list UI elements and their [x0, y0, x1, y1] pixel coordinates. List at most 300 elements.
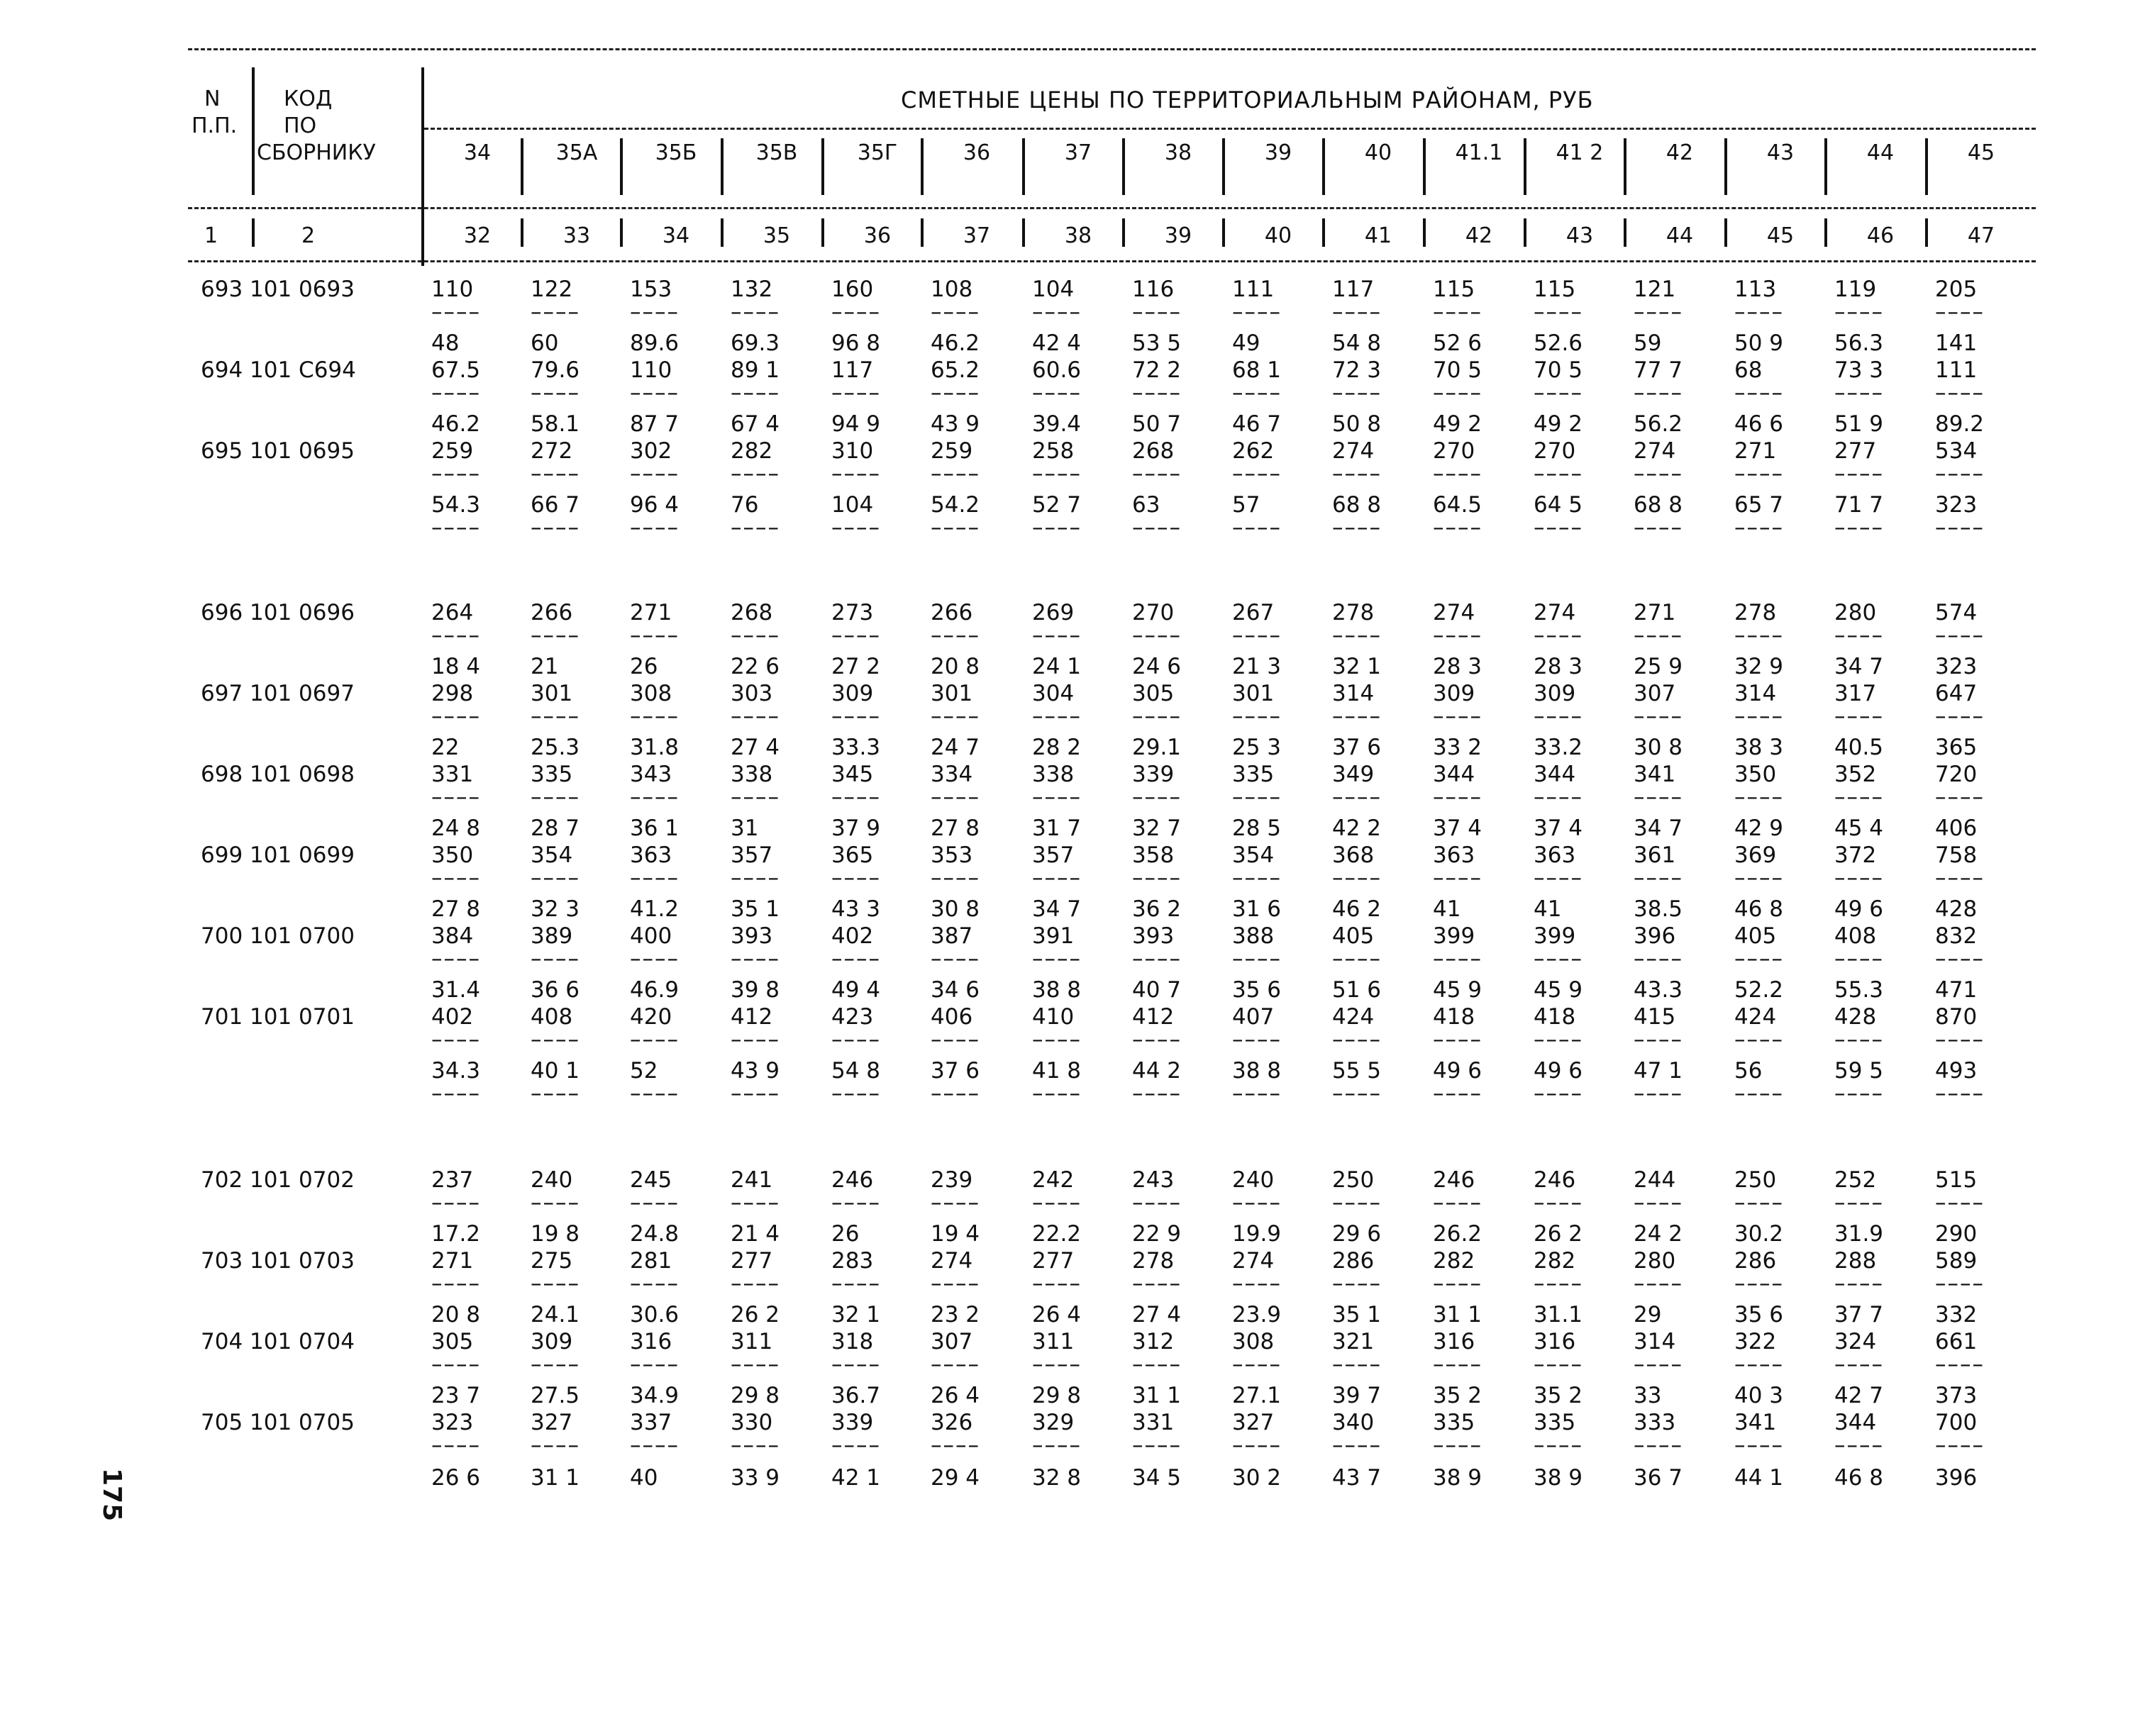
- fraction-bar: ––––: [630, 515, 680, 540]
- fraction-bar: ––––: [931, 1190, 980, 1215]
- price-cell: 24.1: [531, 1302, 580, 1328]
- fraction-bar: ––––: [931, 623, 980, 648]
- price-cell: 274: [931, 1248, 973, 1274]
- price-cell: 31.4: [431, 977, 481, 1003]
- price-cell: 286: [1332, 1248, 1375, 1274]
- fraction-bar: ––––: [630, 1271, 680, 1296]
- price-cell: 307: [1634, 681, 1676, 706]
- fraction-bar: ––––: [1232, 1432, 1282, 1458]
- price-cell: 36 2: [1132, 896, 1182, 922]
- price-cell: 59 5: [1834, 1058, 1884, 1084]
- fraction-bar: ––––: [1935, 1027, 1985, 1052]
- price-cell: 63: [1132, 492, 1160, 518]
- fraction-bar: ––––: [1332, 380, 1382, 406]
- fraction-bar: ––––: [1834, 1271, 1884, 1296]
- price-cell: 104: [1032, 277, 1075, 302]
- price-cell: 399: [1433, 923, 1475, 949]
- price-cell: 41.2: [630, 896, 680, 922]
- price-cell: 77 7: [1634, 357, 1683, 383]
- fraction-bar: ––––: [1634, 784, 1683, 810]
- price-cell: 357: [731, 842, 773, 868]
- price-cell: 20 8: [431, 1302, 481, 1328]
- price-cell: 36 7: [1634, 1465, 1683, 1491]
- price-cell: 21 4: [731, 1221, 780, 1247]
- fraction-bar: ––––: [1032, 1352, 1082, 1377]
- fraction-bar: ––––: [1232, 623, 1282, 648]
- price-cell: 31.1: [1534, 1302, 1583, 1328]
- fraction-bar: ––––: [1734, 515, 1784, 540]
- price-cell: 269: [1032, 600, 1075, 625]
- price-cell: 19 8: [531, 1221, 580, 1247]
- price-cell: 282: [731, 438, 773, 464]
- price-cell: 23.9: [1232, 1302, 1282, 1328]
- fraction-bar: ––––: [1032, 515, 1082, 540]
- price-cell: 323: [1935, 492, 1978, 518]
- price-cell: 277: [1834, 438, 1877, 464]
- fraction-bar: ––––: [431, 1027, 481, 1052]
- price-cell: 282: [1433, 1248, 1475, 1274]
- price-cell: 34 7: [1634, 816, 1683, 841]
- column-divider: [921, 138, 924, 195]
- col-index-1: 1: [204, 223, 218, 248]
- price-cell: 27.5: [531, 1383, 580, 1408]
- top-rule: [188, 48, 2036, 50]
- fraction-bar: ––––: [831, 1081, 881, 1106]
- col-kod-label: КОД: [284, 87, 333, 111]
- price-cell: 51 9: [1834, 411, 1884, 437]
- price-cell: 39.4: [1032, 411, 1082, 437]
- fraction-bar: ––––: [1132, 623, 1182, 648]
- fraction-bar: ––––: [1634, 865, 1683, 891]
- fraction-bar: ––––: [1734, 1027, 1784, 1052]
- column-divider: [1524, 138, 1526, 195]
- price-cell: 72 2: [1132, 357, 1182, 383]
- fraction-bar: ––––: [1834, 1081, 1884, 1106]
- column-divider: [1724, 218, 1727, 247]
- region-index: 46: [1866, 223, 1895, 248]
- price-cell: 27 8: [931, 816, 980, 841]
- price-cell: 344: [1433, 762, 1475, 787]
- fraction-bar: ––––: [1834, 865, 1884, 891]
- price-cell: 38.5: [1634, 896, 1683, 922]
- row-code-label: 699 101 0699: [201, 842, 355, 868]
- col-pp-label: П.П.: [192, 113, 238, 138]
- price-cell: 330: [731, 1410, 773, 1435]
- price-cell: 34 5: [1132, 1465, 1182, 1491]
- fraction-bar: ––––: [1834, 784, 1884, 810]
- price-cell: 399: [1534, 923, 1576, 949]
- price-cell: 396: [1634, 923, 1676, 949]
- price-cell: 36 6: [531, 977, 580, 1003]
- price-cell: 19.9: [1232, 1221, 1282, 1247]
- fraction-bar: ––––: [1132, 461, 1182, 486]
- price-cell: 25 3: [1232, 735, 1282, 760]
- price-cell: 246: [1534, 1167, 1576, 1193]
- price-cell: 345: [831, 762, 874, 787]
- fraction-bar: ––––: [1032, 784, 1082, 810]
- price-cell: 50 9: [1734, 330, 1784, 356]
- price-cell: 27.1: [1232, 1383, 1282, 1408]
- fraction-bar: ––––: [731, 865, 780, 891]
- region-header: 35Б: [655, 140, 697, 165]
- fraction-bar: ––––: [1935, 299, 1985, 325]
- price-cell: 49 6: [1433, 1058, 1482, 1084]
- price-cell: 115: [1433, 277, 1475, 302]
- fraction-bar: ––––: [931, 1432, 980, 1458]
- price-cell: 332: [1935, 1302, 1978, 1328]
- fraction-bar: ––––: [1232, 299, 1282, 325]
- price-cell: 268: [1132, 438, 1175, 464]
- price-cell: 46 6: [1734, 411, 1784, 437]
- price-cell: 316: [630, 1329, 672, 1354]
- price-cell: 418: [1433, 1004, 1475, 1030]
- col-po-label: ПО: [284, 113, 317, 138]
- fraction-bar: ––––: [531, 1027, 580, 1052]
- price-cell: 274: [1534, 600, 1576, 625]
- header-divider: [252, 67, 255, 195]
- region-header: 42: [1665, 140, 1694, 165]
- column-divider: [1022, 218, 1025, 247]
- fraction-bar: ––––: [1132, 380, 1182, 406]
- price-cell: 335: [1232, 762, 1275, 787]
- region-index: 41: [1364, 223, 1392, 248]
- fraction-bar: ––––: [1032, 623, 1082, 648]
- price-cell: 35 1: [1332, 1302, 1382, 1328]
- fraction-bar: ––––: [831, 703, 881, 729]
- fraction-bar: ––––: [1232, 1271, 1282, 1296]
- region-index: 45: [1766, 223, 1795, 248]
- price-cell: 301: [931, 681, 973, 706]
- price-cell: 323: [1935, 654, 1978, 679]
- fraction-bar: ––––: [1834, 461, 1884, 486]
- fraction-bar: ––––: [1132, 946, 1182, 972]
- fraction-bar: ––––: [731, 299, 780, 325]
- price-cell: 344: [1534, 762, 1576, 787]
- price-cell: 393: [731, 923, 773, 949]
- price-cell: 110: [630, 357, 672, 383]
- price-cell: 314: [1332, 681, 1375, 706]
- fraction-bar: ––––: [630, 946, 680, 972]
- price-cell: 365: [831, 842, 874, 868]
- price-cell: 647: [1935, 681, 1978, 706]
- price-cell: 24 2: [1634, 1221, 1683, 1247]
- fraction-bar: ––––: [1734, 703, 1784, 729]
- price-cell: 65.2: [931, 357, 980, 383]
- price-cell: 304: [1032, 681, 1075, 706]
- price-cell: 870: [1935, 1004, 1978, 1030]
- price-cell: 335: [531, 762, 573, 787]
- fraction-bar: ––––: [1032, 380, 1082, 406]
- fraction-bar: ––––: [1534, 784, 1583, 810]
- fraction-bar: ––––: [1634, 1190, 1683, 1215]
- column-divider: [521, 138, 523, 195]
- price-cell: 31 6: [1232, 896, 1282, 922]
- price-cell: 52: [630, 1058, 658, 1084]
- price-cell: 274: [1634, 438, 1676, 464]
- price-cell: 49 4: [831, 977, 881, 1003]
- fraction-bar: ––––: [1834, 1352, 1884, 1377]
- column-divider: [1322, 218, 1325, 247]
- price-cell: 29 4: [931, 1465, 980, 1491]
- price-cell: 298: [431, 681, 474, 706]
- price-cell: 423: [831, 1004, 874, 1030]
- fraction-bar: ––––: [1935, 380, 1985, 406]
- fraction-bar: ––––: [1935, 623, 1985, 648]
- price-cell: 26 4: [1032, 1302, 1082, 1328]
- price-cell: 267: [1232, 600, 1275, 625]
- price-cell: 55 5: [1332, 1058, 1382, 1084]
- price-cell: 54.2: [931, 492, 980, 518]
- price-cell: 27 8: [431, 896, 481, 922]
- price-cell: 661: [1935, 1329, 1978, 1354]
- price-cell: 30 8: [1634, 735, 1683, 760]
- region-index: 42: [1465, 223, 1493, 248]
- price-cell: 329: [1032, 1410, 1075, 1435]
- price-cell: 28 5: [1232, 816, 1282, 841]
- price-cell: 266: [531, 600, 573, 625]
- price-cell: 26.2: [1433, 1221, 1482, 1247]
- price-cell: 34 7: [1834, 654, 1884, 679]
- price-cell: 30 2: [1232, 1465, 1282, 1491]
- price-cell: 21: [531, 654, 559, 679]
- fraction-bar: ––––: [1433, 1271, 1482, 1296]
- region-index: 37: [963, 223, 991, 248]
- price-cell: 160: [831, 277, 874, 302]
- price-cell: 244: [1634, 1167, 1676, 1193]
- region-header: 35В: [755, 140, 798, 165]
- price-cell: 22 6: [731, 654, 780, 679]
- price-cell: 363: [1534, 842, 1576, 868]
- fraction-bar: ––––: [1634, 946, 1683, 972]
- price-cell: 270: [1534, 438, 1576, 464]
- price-cell: 35 6: [1734, 1302, 1784, 1328]
- price-cell: 31 1: [1132, 1383, 1182, 1408]
- fraction-bar: ––––: [1634, 1271, 1683, 1296]
- fraction-bar: ––––: [1232, 1352, 1282, 1377]
- price-cell: 350: [431, 842, 474, 868]
- price-cell: 237: [431, 1167, 474, 1193]
- price-cell: 96 8: [831, 330, 881, 356]
- price-cell: 89 1: [731, 357, 780, 383]
- price-cell: 28 3: [1534, 654, 1583, 679]
- price-cell: 54 8: [1332, 330, 1382, 356]
- price-cell: 29 8: [731, 1383, 780, 1408]
- fraction-bar: ––––: [630, 380, 680, 406]
- price-cell: 69.3: [731, 330, 780, 356]
- price-cell: 758: [1935, 842, 1978, 868]
- fraction-bar: ––––: [1734, 865, 1784, 891]
- price-cell: 27 4: [1132, 1302, 1182, 1328]
- price-cell: 46.2: [431, 411, 481, 437]
- price-cell: 282: [1534, 1248, 1576, 1274]
- col-index-2: 2: [301, 223, 316, 248]
- price-cell: 89.6: [630, 330, 680, 356]
- price-cell: 402: [431, 1004, 474, 1030]
- price-cell: 309: [1534, 681, 1576, 706]
- price-cell: 38 3: [1734, 735, 1784, 760]
- price-cell: 46 7: [1232, 411, 1282, 437]
- fraction-bar: ––––: [1834, 703, 1884, 729]
- fraction-bar: ––––: [630, 1352, 680, 1377]
- price-cell: 405: [1734, 923, 1777, 949]
- fraction-bar: ––––: [1132, 299, 1182, 325]
- header-index-rule: [188, 207, 2036, 209]
- fraction-bar: ––––: [1935, 946, 1985, 972]
- price-cell: 27 4: [731, 735, 780, 760]
- price-cell: 322: [1734, 1329, 1777, 1354]
- price-cell: 60: [531, 330, 559, 356]
- price-cell: 239: [931, 1167, 973, 1193]
- price-cell: 410: [1032, 1004, 1075, 1030]
- fraction-bar: ––––: [1734, 380, 1784, 406]
- fraction-bar: ––––: [1433, 1432, 1482, 1458]
- price-cell: 369: [1734, 842, 1777, 868]
- price-cell: 28 7: [531, 816, 580, 841]
- fraction-bar: ––––: [1032, 1190, 1082, 1215]
- fraction-bar: ––––: [1935, 1081, 1985, 1106]
- price-cell: 311: [731, 1329, 773, 1354]
- fraction-bar: ––––: [1232, 461, 1282, 486]
- price-cell: 72 3: [1332, 357, 1382, 383]
- fraction-bar: ––––: [831, 380, 881, 406]
- fraction-bar: ––––: [531, 515, 580, 540]
- column-divider: [1925, 218, 1928, 247]
- price-cell: 361: [1634, 842, 1676, 868]
- price-cell: 335: [1534, 1410, 1576, 1435]
- row-code-label: 702 101 0702: [201, 1167, 355, 1193]
- price-cell: 309: [1433, 681, 1475, 706]
- column-divider: [620, 138, 623, 195]
- price-cell: 32 9: [1734, 654, 1784, 679]
- price-cell: 373: [1935, 1383, 1978, 1408]
- price-cell: 245: [630, 1167, 672, 1193]
- price-cell: 515: [1935, 1167, 1978, 1193]
- price-cell: 59: [1634, 330, 1662, 356]
- price-cell: 365: [1935, 735, 1978, 760]
- fraction-bar: ––––: [1032, 299, 1082, 325]
- price-cell: 286: [1734, 1248, 1777, 1274]
- price-cell: 250: [1332, 1167, 1375, 1193]
- fraction-bar: ––––: [1433, 865, 1482, 891]
- price-cell: 240: [1232, 1167, 1275, 1193]
- fraction-bar: ––––: [1132, 1432, 1182, 1458]
- column-divider: [1222, 138, 1225, 195]
- price-cell: 408: [531, 1004, 573, 1030]
- price-cell: 33 9: [731, 1465, 780, 1491]
- fraction-bar: ––––: [931, 1352, 980, 1377]
- price-cell: 335: [1433, 1410, 1475, 1435]
- price-cell: 341: [1634, 762, 1676, 787]
- fraction-bar: ––––: [1332, 703, 1382, 729]
- price-cell: 290: [1935, 1221, 1978, 1247]
- price-cell: 70 5: [1534, 357, 1583, 383]
- fraction-bar: ––––: [1433, 1190, 1482, 1215]
- price-cell: 24.8: [630, 1221, 680, 1247]
- fraction-bar: ––––: [531, 1432, 580, 1458]
- price-cell: 363: [630, 842, 672, 868]
- price-cell: 104: [831, 492, 874, 518]
- row-code-label: 695 101 0695: [201, 438, 355, 464]
- price-cell: 412: [731, 1004, 773, 1030]
- fraction-bar: ––––: [1834, 299, 1884, 325]
- fraction-bar: ––––: [1734, 299, 1784, 325]
- fraction-bar: ––––: [1834, 623, 1884, 648]
- fraction-bar: ––––: [831, 515, 881, 540]
- price-cell: 71 7: [1834, 492, 1884, 518]
- price-cell: 39 8: [731, 977, 780, 1003]
- price-cell: 115: [1534, 277, 1576, 302]
- price-cell: 40 1: [531, 1058, 580, 1084]
- price-cell: 271: [630, 600, 672, 625]
- price-cell: 33: [1634, 1383, 1662, 1408]
- column-divider: [521, 218, 523, 247]
- column-divider: [1824, 138, 1827, 195]
- price-cell: 301: [531, 681, 573, 706]
- price-cell: 357: [1032, 842, 1075, 868]
- fraction-bar: ––––: [431, 865, 481, 891]
- price-cell: 280: [1634, 1248, 1676, 1274]
- row-code-label: 705 101 0705: [201, 1410, 355, 1435]
- fraction-bar: ––––: [731, 380, 780, 406]
- price-cell: 68 8: [1332, 492, 1382, 518]
- price-cell: 40 7: [1132, 977, 1182, 1003]
- price-cell: 44 2: [1132, 1058, 1182, 1084]
- price-cell: 49 2: [1433, 411, 1482, 437]
- price-cell: 26 4: [931, 1383, 980, 1408]
- fraction-bar: ––––: [731, 703, 780, 729]
- fraction-bar: ––––: [731, 1352, 780, 1377]
- price-cell: 57: [1232, 492, 1260, 518]
- fraction-bar: ––––: [630, 784, 680, 810]
- price-cell: 58.1: [531, 411, 580, 437]
- price-cell: 316: [1534, 1329, 1576, 1354]
- fraction-bar: ––––: [630, 1081, 680, 1106]
- fraction-bar: ––––: [1634, 380, 1683, 406]
- fraction-bar: ––––: [1534, 865, 1583, 891]
- price-cell: 407: [1232, 1004, 1275, 1030]
- price-cell: 400: [630, 923, 672, 949]
- fraction-bar: ––––: [630, 1190, 680, 1215]
- price-cell: 37 6: [931, 1058, 980, 1084]
- fraction-bar: ––––: [1634, 461, 1683, 486]
- fraction-bar: ––––: [1534, 1271, 1583, 1296]
- price-cell: 266: [931, 600, 973, 625]
- fraction-bar: ––––: [1132, 1352, 1182, 1377]
- fraction-bar: ––––: [1534, 1432, 1583, 1458]
- price-cell: 117: [1332, 277, 1375, 302]
- fraction-bar: ––––: [1232, 1081, 1282, 1106]
- price-cell: 38 9: [1433, 1465, 1482, 1491]
- price-cell: 67.5: [431, 357, 481, 383]
- fraction-bar: ––––: [431, 299, 481, 325]
- region-index: 39: [1164, 223, 1192, 248]
- price-cell: 31 7: [1032, 816, 1082, 841]
- region-header: 44: [1866, 140, 1895, 165]
- fraction-bar: ––––: [630, 703, 680, 729]
- price-cell: 37 4: [1534, 816, 1583, 841]
- fraction-bar: ––––: [1132, 703, 1182, 729]
- fraction-bar: ––––: [630, 623, 680, 648]
- fraction-bar: ––––: [1232, 703, 1282, 729]
- price-cell: 301: [1232, 681, 1275, 706]
- price-cell: 384: [431, 923, 474, 949]
- fraction-bar: ––––: [1534, 1190, 1583, 1215]
- price-cell: 22 9: [1132, 1221, 1182, 1247]
- price-cell: 39 7: [1332, 1383, 1382, 1408]
- price-cell: 307: [931, 1329, 973, 1354]
- fraction-bar: ––––: [531, 703, 580, 729]
- price-cell: 406: [931, 1004, 973, 1030]
